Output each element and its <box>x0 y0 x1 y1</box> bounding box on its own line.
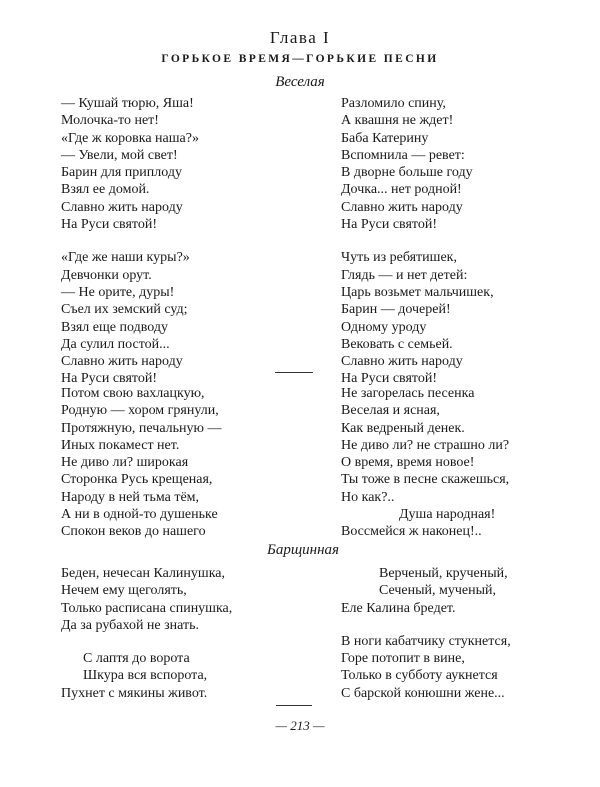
verse-line: Съел их земский суд; <box>61 302 188 318</box>
verse-line: Дочка... нет родной! <box>341 182 462 198</box>
page-divider <box>276 705 312 706</box>
verse-line: Да за рубахой не знать. <box>61 617 200 633</box>
verse-line: А ни в одной-то душеньке <box>61 507 218 523</box>
section-title-barshchinnaya: Барщинная <box>267 542 340 558</box>
verse-line: Сеченый, мученый, <box>379 583 497 599</box>
verse-line: На Руси святой! <box>341 217 437 233</box>
verse-line: Славно жить народу <box>61 199 183 215</box>
verse-line: Беден, нечесан Калинушка, <box>61 566 225 581</box>
verse-line: Но как?.. <box>341 489 395 505</box>
verse-line: Воссмейся ж наконец!.. <box>341 524 482 540</box>
verse-line: На Руси святой! <box>61 371 157 387</box>
verse-line: Шкура вся вспорота, <box>83 668 208 684</box>
poem-right-column-2 <box>341 385 509 541</box>
verse-line: Чуть из ребятишек, <box>341 250 457 266</box>
verse-line: Вековать с семьей. <box>341 336 453 352</box>
verse-line: В ноги кабатчику стукнется, <box>341 633 511 649</box>
verse-line: Только расписана спинушка, <box>61 600 233 616</box>
verse-line: — Не орите, дуры! <box>61 284 175 300</box>
verse-line: На Руси святой! <box>341 371 437 387</box>
verse-line: Не диво ли? широкая <box>61 455 189 471</box>
verse-line: — Кушай тюрю, Яша! <box>61 96 194 111</box>
verse-line: Только в субботу аукнется <box>341 668 498 684</box>
verse-line: С лаптя до ворота <box>83 651 190 667</box>
poem-left-column-2 <box>61 385 221 541</box>
verse-line: На Руси святой! <box>61 217 157 233</box>
verse-line: Вспомнила — ревет: <box>341 147 465 163</box>
section-title-veselaya: Веселая <box>275 74 325 90</box>
verse-line: Не диво ли? не страшно ли? <box>341 437 510 453</box>
poem-right-column-1 <box>341 95 494 388</box>
verse-line: Спокон веков до нашего <box>61 524 206 540</box>
verse-line: Сторонка Русь крещеная, <box>61 472 213 488</box>
verse-line: Иных покамест нет. <box>61 437 180 453</box>
verse-line: «Где же наши куры?» <box>61 250 190 266</box>
verse-line: Разломило спину, <box>341 96 446 111</box>
verse-line: Протяжную, печальную — <box>61 420 222 436</box>
verse-line: Молочка-то нет! <box>61 113 159 129</box>
verse-line: Потом свою вахлацкую, <box>61 386 205 401</box>
verse-line: Веселая и ясная, <box>341 403 440 419</box>
verse-line: Не загорелась песенка <box>341 386 475 401</box>
verse-line: Баба Катерину <box>341 130 429 146</box>
verse-line: Как ведреный денек. <box>341 420 465 436</box>
verse-line: Нечем ему щеголять, <box>61 583 187 599</box>
verse-line: Да сулил постой... <box>61 336 170 352</box>
poem-left-column-3 <box>61 565 232 702</box>
verse-line: В дворне больше году <box>341 165 473 181</box>
verse-line: Душа народная! <box>399 507 496 523</box>
verse-line: Царь возьмет мальчишек, <box>341 284 494 300</box>
verse-line: Одному уроду <box>341 319 427 335</box>
verse-line: Девчонки орут. <box>61 267 152 283</box>
chapter-heading: Глава I <box>269 28 331 47</box>
verse-line: Пухнет с мякины живот. <box>61 685 208 701</box>
verse-line: Народу в ней тьма тём, <box>61 489 200 505</box>
verse-line: Глядь — и нет детей: <box>341 267 468 283</box>
verse-line: Еле Калина бредет. <box>341 600 456 616</box>
verse-line: С барской конюшни жене... <box>341 685 505 701</box>
verse-line: Родную — хором грянули, <box>61 403 219 419</box>
section-divider <box>275 372 313 373</box>
verse-line: А квашня не ждет! <box>341 113 454 129</box>
verse-line: Славно жить народу <box>61 354 183 370</box>
verse-line: Взял еще подводу <box>61 319 168 335</box>
chapter-subtitle: ГОРЬКОЕ ВРЕМЯ—ГОРЬКИЕ ПЕСНИ <box>161 53 439 65</box>
poem-left-column-1 <box>61 95 199 388</box>
verse-line: — Увели, мой свет! <box>61 147 178 163</box>
verse-line: Славно жить народу <box>341 199 463 215</box>
verse-line: Славно жить народу <box>341 354 463 370</box>
verse-line: О время, время новое! <box>341 455 475 471</box>
verse-line: Ты тоже в песне скажешься, <box>341 472 510 488</box>
verse-line: Барин — дочерей! <box>341 302 451 318</box>
page-number: — 213 — <box>275 718 325 733</box>
verse-line: «Где ж коровка наша?» <box>61 130 199 146</box>
verse-line: Верченый, крученый, <box>379 566 508 581</box>
verse-line: Горе потопит в вине, <box>341 651 465 667</box>
verse-line: Барин для приплоду <box>61 165 182 181</box>
verse-line: Взял ее домой. <box>61 182 150 198</box>
poem-right-column-3 <box>341 565 511 702</box>
